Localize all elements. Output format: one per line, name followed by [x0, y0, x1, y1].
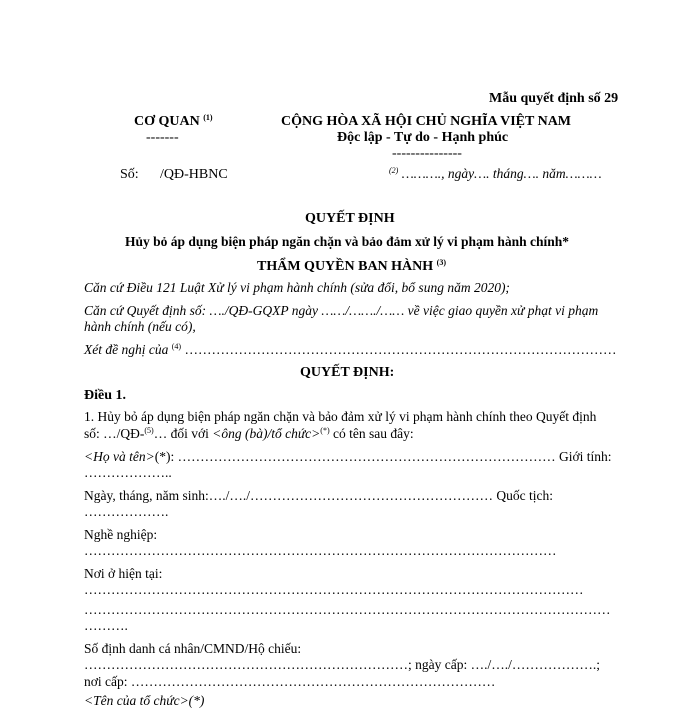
item-1-sup-star: (*) — [320, 426, 330, 435]
issue-place-line: nơi cấp: ……………………………………………………………………… — [84, 674, 496, 689]
address-dots-3: ………. — [84, 618, 128, 633]
date-text: ………., ngày…. tháng…. năm……… — [401, 166, 602, 181]
item-1-line1: 1. Hủy bỏ áp dụng biện pháp ngăn chặn và bảo đảm xử lý vi phạm hành chính theo Quyết định — [84, 409, 597, 424]
national-title: CỘNG HÒA XÃ HỘI CHỦ NGHĨA VIỆT NAM — [281, 114, 572, 129]
form-number-label: Mẫu quyết định số 29 — [489, 91, 619, 106]
document-type: QUYẾT ĐỊNH — [305, 211, 395, 226]
agency-name — [134, 113, 213, 130]
authority-text: THẨM QUYỀN BAN HÀNH — [257, 259, 434, 274]
item-1-line2 — [84, 426, 414, 442]
number-label: Số: — [120, 167, 139, 182]
address-dots-2: ……………………………………………………………………………………………………… — [84, 602, 611, 617]
proposal-footnote-ref: (4) — [171, 342, 182, 351]
item-1-mid: … đối với — [153, 426, 213, 441]
legal-basis-3 — [84, 342, 616, 358]
name-label: <Họ và tên> — [84, 449, 155, 464]
id-number-date-line: ………………………………………………………………; ngày cấp: …./…./……………….; — [84, 657, 600, 672]
proposal-dots: …………………………………………………………………………………… — [184, 342, 617, 357]
name-line-cont: ……………….. — [84, 465, 172, 480]
legal-basis-2-line1: Căn cứ Quyết định số: …./QĐ-GQXP ngày ……/……./…… về việc giao quyền xử phạt vi phạm — [84, 303, 599, 318]
proposal-label: Xét đề nghị của — [84, 342, 169, 357]
occupation-label: Nghề nghiệp: — [84, 527, 158, 542]
authority-footnote-ref: (3) — [436, 258, 446, 267]
item-1-subject-placeholder: <ông (bà)/tổ chức> — [212, 426, 321, 441]
name-line — [84, 449, 611, 465]
agency-text: CƠ QUAN — [134, 114, 200, 129]
agency-rule: ------- — [146, 130, 179, 145]
decision-heading: QUYẾT ĐỊNH: — [300, 365, 395, 380]
item-1-post: có tên sau đây: — [329, 426, 414, 441]
date-line — [389, 166, 602, 182]
id-label: Số định danh cá nhân/CMND/Hộ chiếu: — [84, 641, 302, 656]
number-code: /QĐ-HBNC — [160, 167, 228, 182]
agency-footnote-ref: (1) — [203, 113, 213, 122]
legal-basis-1: Căn cứ Điều 121 Luật Xử lý vi phạm hành chính (sửa đổi, bổ sung năm 2020); — [84, 280, 510, 295]
dob-line: Ngày, tháng, năm sinh:…./…./……………………………………………… Quốc tịch: — [84, 488, 553, 503]
national-motto: Độc lập - Tự do - Hạnh phúc — [337, 130, 509, 145]
item-1-number-pre: số: …/QĐ- — [84, 426, 145, 441]
document-subject: Hủy bỏ áp dụng biện pháp ngăn chặn và bảo đảm xử lý vi phạm hành chính* — [125, 234, 570, 249]
occupation-dots: …………………………………………………………………………………………… — [84, 543, 557, 558]
dob-line-cont: ………………. — [84, 504, 169, 519]
motto-rule: --------------- — [392, 146, 462, 161]
address-label: Nơi ở hiện tại: — [84, 566, 163, 581]
item-1-sup5: (5) — [144, 426, 154, 435]
legal-basis-2-line2: hành chính (nếu có), — [84, 319, 196, 334]
name-dots-gender: (*): ………………………………………………………………………… Giới tính: — [154, 449, 612, 464]
issuing-authority — [257, 258, 446, 275]
organization-name-label: <Tên của tổ chức>(*) — [84, 693, 205, 708]
date-footnote-ref: (2) — [389, 166, 399, 175]
address-dots-1: ………………………………………………………………………………………………… — [84, 582, 584, 597]
article-1-heading: Điều 1. — [84, 388, 126, 403]
